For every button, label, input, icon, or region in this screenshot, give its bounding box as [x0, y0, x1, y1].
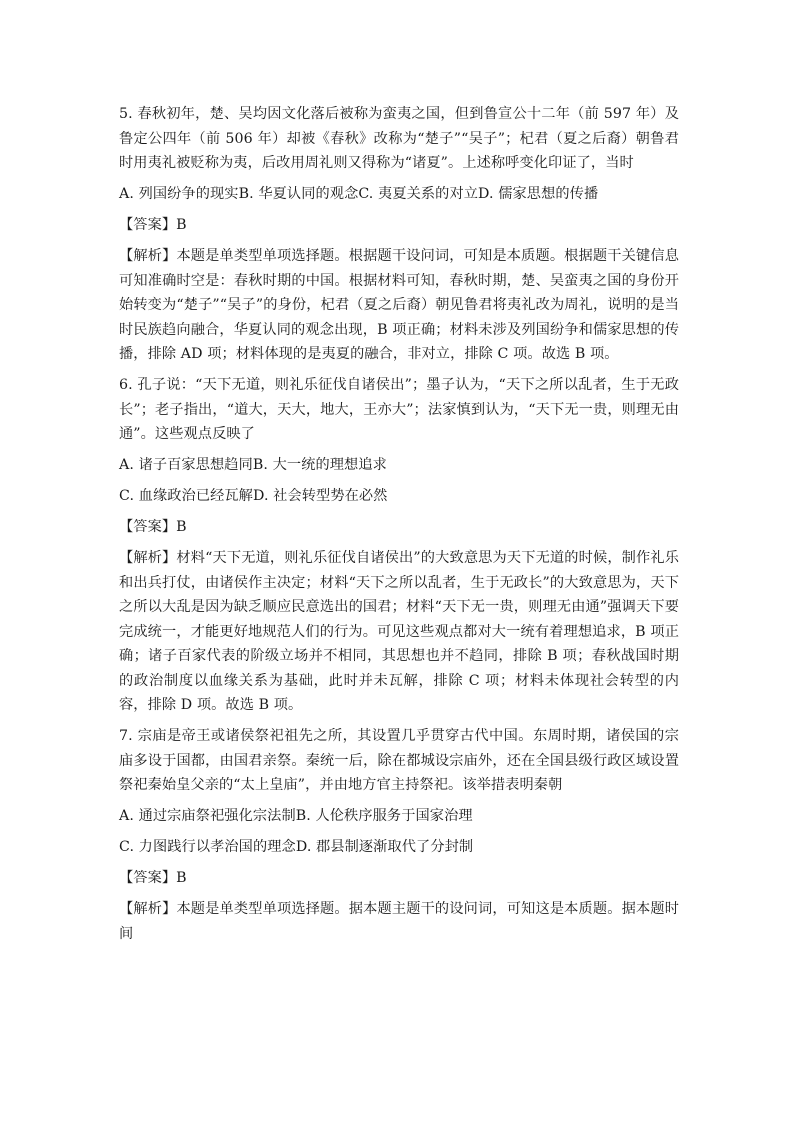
- question-7-options-row-2: [119, 835, 679, 860]
- question-6-answer: 【答案】B: [119, 519, 187, 535]
- document-content: [119, 102, 679, 946]
- question-5-option-c: C. 夷夏关系的对立: [358, 186, 479, 202]
- question-5-analysis: 【解析】本题是单类型单项选择题。根据题干设问词，可知是本质题。根据题干关键信息可知准确时空是：春秋时期的中国。根据材料可知，春秋时期，楚、吴蛮夷之国的身份开始转变为“楚子”“吴子”的身份，杞君（夏之后裔）朝见鲁君将夷礼改为周礼，说明的是当时民族趋向融合，华夏认同的观念出现，B 项正确；材料未涉及列国纷争和儒家思想的传播，排除 AD 项；材料体现的是夷夏的融合，非对立，排除 C 项。故选 B 项。: [119, 248, 679, 362]
- question-7-option-c: C. 力图践行以孝治国的理念: [119, 839, 296, 855]
- question-6-option-c: C. 血缘政治已经瓦解: [119, 488, 253, 504]
- question-6-option-b: B. 大一统的理想追求: [252, 457, 387, 473]
- question-5-options: [119, 182, 679, 207]
- question-6-options-row-2: [119, 484, 679, 509]
- question-5-option-d: D. 儒家思想的传播: [478, 186, 599, 202]
- question-5-answer: 【答案】B: [119, 217, 187, 233]
- question-6-analysis: 【解析】材料“天下无道，则礼乐征伐自诸侯出”的大致意思为天下无道的时候，制作礼乐和出兵打仗，由诸侯作主决定；材料“天下之所以乱者，生于无政长”的大致意思为，天下之所以大乱是因为缺乏顺应民意选出的国君；材料“天下无一贵，则理无由通”强调天下要完成统一，才能更好地规范人们的行为。可见这些观点都对大一统有着理想追求，B 项正确；诸子百家代表的阶级立场并不相同，其思想也并不趋同，排除 B 项；春秋战国时期的政治制度以血缘关系为基础，此时并未瓦解，排除 C 项；材料未体现社会转型的内容，排除 D 项。故选 B 项。: [119, 550, 679, 713]
- question-7-answer: 【答案】B: [119, 870, 187, 886]
- question-5-option-b: B. 华夏认同的观念: [238, 186, 359, 202]
- question-7-option-b: B. 人伦秩序服务于国家治理: [295, 808, 473, 824]
- question-6-option-d: D. 社会转型势在必然: [252, 488, 388, 504]
- question-6-option-a: A. 诸子百家思想趋同: [119, 457, 253, 473]
- question-5-option-a: A. 列国纷争的现实: [119, 186, 239, 202]
- question-7-analysis: 【解析】本题是单类型单项选择题。据本题主题干的设问词，可知这是本质题。据本题时间: [119, 901, 679, 942]
- question-7-option-a: A. 通过宗庙祭祀强化宗法制: [119, 808, 296, 824]
- question-5-stem: 5. 春秋初年，楚、吴均因文化落后被称为蛮夷之国，但到鲁宣公十二年（前 597 年）及鲁定公四年（前 506 年）却被《春秋》改称为“楚子”“吴子”；杞君（夏之后裔）朝鲁君时用夷礼被贬称为夷，后改用周礼则又得称为“诸夏”。上述称呼变化印证了，当时: [119, 106, 679, 171]
- question-6-stem: 6. 孔子说：“天下无道，则礼乐征伐自诸侯出”；墨子认为，“天下之所以乱者，生于无政长”；老子指出，“道大，天大，地大，王亦大”；法家慎到认为，“天下无一贵，则理无由通”。这些观点反映了: [119, 377, 679, 442]
- question-7-stem: 7. 宗庙是帝王或诸侯祭祀祖先之所，其设置几乎贯穿古代中国。东周时期，诸侯国的宗庙多设于国都，由国君亲祭。秦统一后，除在都城设宗庙外，还在全国县级行政区域设置祭祀秦始皇父亲的“太上皇庙”，并由地方官主持祭祀。该举措表明秦朝: [119, 728, 679, 793]
- question-7-options-row-1: [119, 804, 679, 829]
- question-6-options-row-1: [119, 453, 679, 478]
- question-7-option-d: D. 郡县制逐渐取代了分封制: [295, 839, 474, 855]
